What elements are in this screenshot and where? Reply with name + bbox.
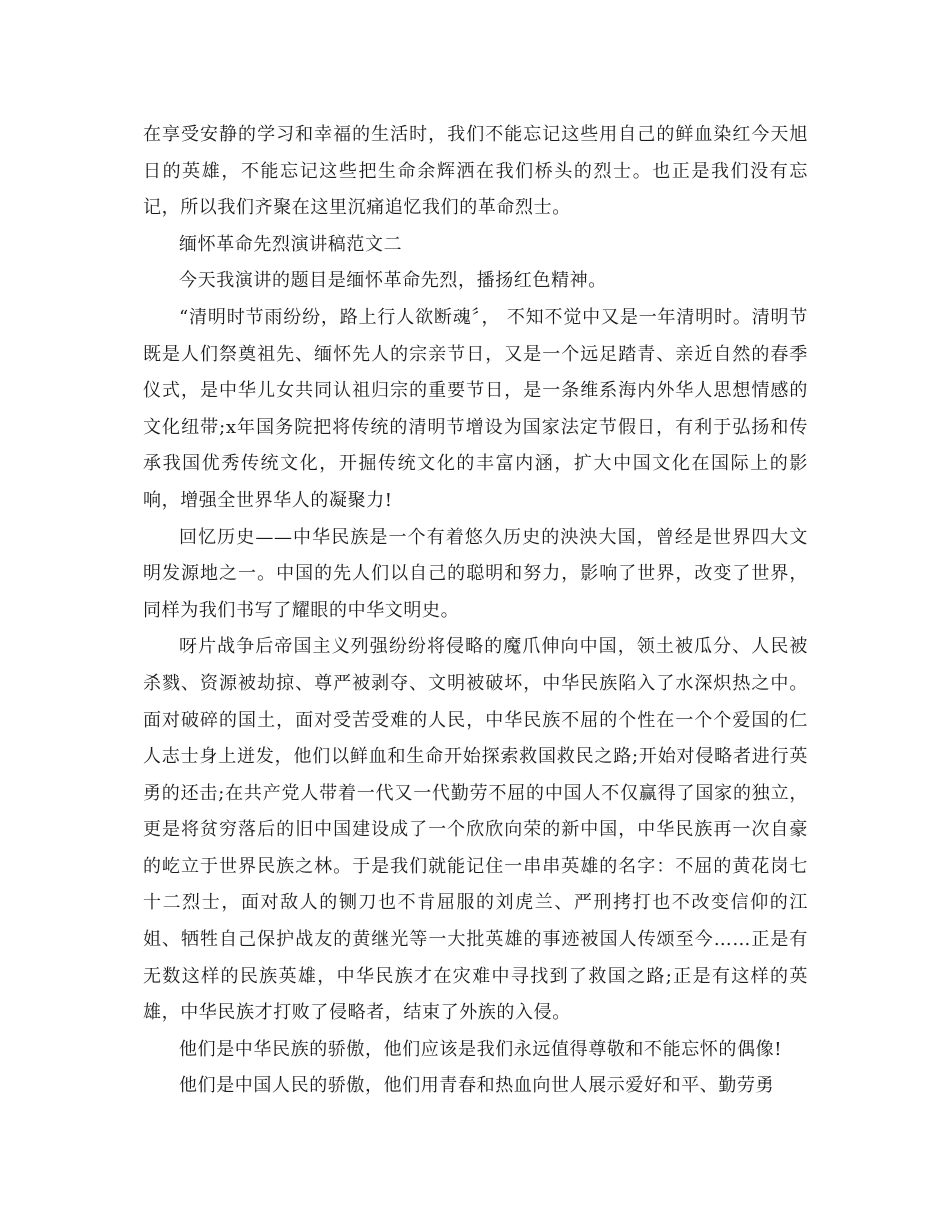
paragraph-topic: 今天我演讲的题目是缅怀革命先烈，播扬红色精神。 bbox=[179, 270, 607, 292]
paragraph-history: 回忆历史——中华民族是一个有着悠久历史的泱泱大国，曾经是世界四大文明发源地之一。中国的先人们以自己的聪明和努力，影响了世界，改变了世界，同样为我们书写了耀眼的中华文明史。 bbox=[143, 526, 808, 621]
paragraph-qingming: “清明时节雨纷纷，路上行人欲断魂〞， 不知不觉中又是一年清明时。清明节既是人们祭奠祖先、缅怀先人的宗亲节日，又是一个远足踏青、亲近自然的春季仪式，是中华儿女共同认祖归宗的重要节日，是一条维系海内外华人思想情感的文化纽带;x年国务院把将传统的清明节增设为国家法定节假日，有利于弘扬和传承我国优秀传统文化，开掘传统文化的丰富内涵，扩大中国文化在国际上的影响，增强全世界华人的凝聚力! bbox=[143, 306, 808, 511]
paragraph-1: 在享受安静的学习和幸福的生活时，我们不能忘记这些用自己的鲜血染红今天旭日的英雄，不能忘记这些把生命余辉洒在我们桥头的烈士。也正是我们没有忘记，所以我们齐聚在这里沉痛追忆我们的革命烈士。 bbox=[143, 124, 808, 219]
paragraph-pride-people: 他们是中国人民的骄傲，他们用青春和热血向世人展示爱好和平、勤劳勇 bbox=[179, 1075, 775, 1097]
paragraph-heroes: 呀片战争后帝国主义列强纷纷将侵略的魔爪伸向中国，领土被瓜分、人民被杀戮、资源被劫掠、尊严被剥夺、文明被破坏，中华民族陷入了水深炽热之中。面对破碎的国土，面对受苦受难的人民，中华民族不屈的个性在一个个爱国的仁人志士身上迸发，他们以鲜血和生命开始探索救国救民之路;开始对侵略者进行英勇的还击;在共产党人带着一代又一代勤劳不屈的中国人不仅赢得了国家的独立，更是将贫穷落后的旧中国建设成了一个欣欣向荣的新中国，中华民族再一次自豪的屹立于世界民族之林。于是我们就能记住一串串英雄的名字：不屈的黄花岗七十二烈士，面对敌人的铡刀也不肯屈服的刘虎兰、严刑拷打也不改变信仰的江姐、牺牲自己保护战友的黄继光等一大批英雄的事迹被国人传颂至今……正是有无数这样的民族英雄，中华民族才在灾难中寻找到了救国之路;正是有这样的英雄，中华民族才打败了侵略者，结束了外族的入侵。 bbox=[143, 636, 808, 1024]
section-heading: 缅怀革命先烈演讲稿范文二 bbox=[179, 233, 403, 255]
paragraph-pride-nation: 他们是中华民族的骄傲，他们应该是我们永远值得尊敬和不能忘怀的偶像! bbox=[179, 1038, 783, 1060]
document-body bbox=[143, 117, 808, 1105]
